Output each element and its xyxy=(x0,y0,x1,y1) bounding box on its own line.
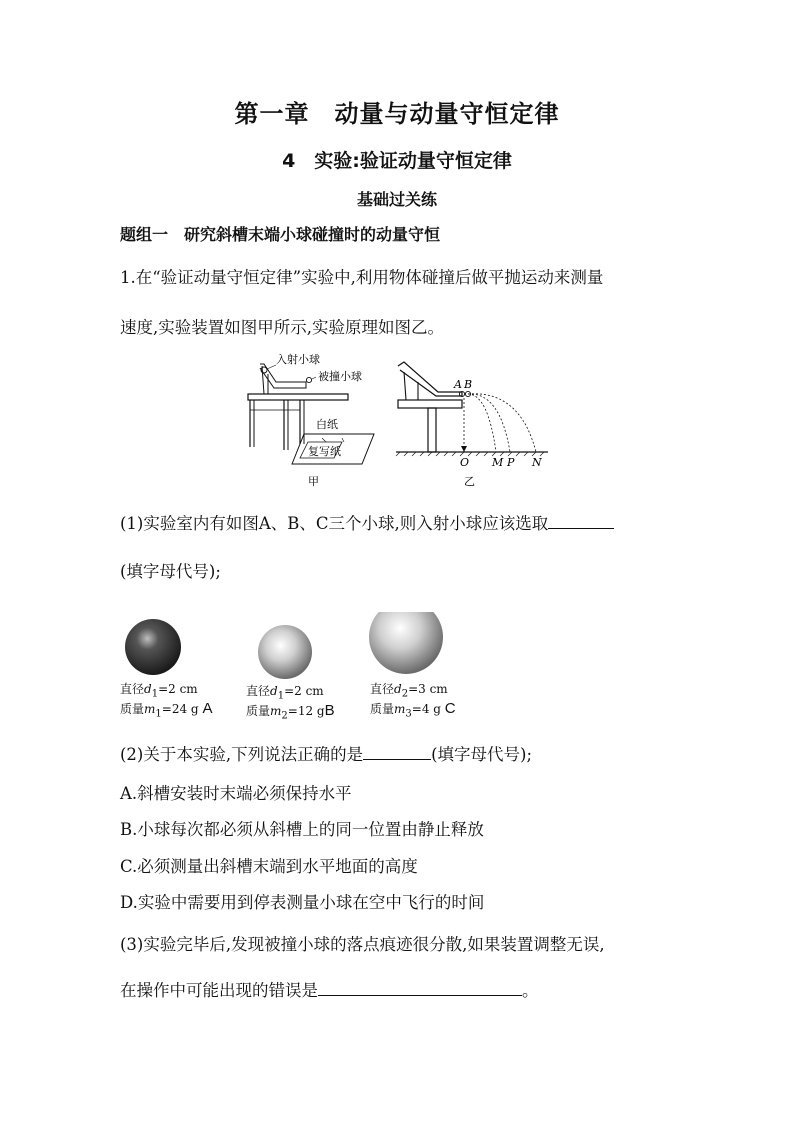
part1-line1: (1)实验室内有如图A、B、C三个小球,则入射小球应该选取 xyxy=(120,510,614,534)
label-incident-ball: 入射小球 xyxy=(276,353,320,366)
ball-b-image xyxy=(258,625,312,679)
option-d: D.实验中需要用到停表测量小球在空中飞行的时间 xyxy=(120,893,485,912)
label-N: N xyxy=(532,456,542,469)
option-c: C.必须测量出斜槽末端到水平地面的高度 xyxy=(120,857,418,876)
ball-a-caption: 直径$d_1=2$ cm 质量$m_1=24$ g A xyxy=(120,682,213,720)
ball-b-letter: B xyxy=(324,702,335,720)
balls-figure xyxy=(118,612,458,692)
part2-stem: (2)关于本实验,下列说法正确的是 (填字母代号); xyxy=(120,745,533,764)
question-intro-line1: 1.在“验证动量守恒定律”实验中,利用物体碰撞后做平抛运动来测量 xyxy=(120,268,604,287)
label-O: O xyxy=(460,456,470,469)
lesson-title: 4 实验:验证动量守恒定律 xyxy=(282,150,512,172)
answer-blank-3[interactable] xyxy=(318,979,522,996)
section-title: 基础过关练 xyxy=(356,190,437,209)
label-target-ball: 被撞小球 xyxy=(318,370,362,383)
question-intro-line2: 速度,实验装置如图甲所示,实验原理如图乙。 xyxy=(120,318,444,337)
ball-c-letter: C xyxy=(444,700,456,718)
label-B: B xyxy=(464,378,473,391)
ball-c-caption: 直径$d_2=3$ cm 质量$m_3=4$ g C xyxy=(370,682,456,720)
ball-b-caption: 直径$d_1=2$ cm 质量$m_2=12$ gB xyxy=(246,684,335,722)
caption-jia: 甲 xyxy=(308,475,319,488)
label-P: P xyxy=(507,456,515,469)
ball-a-letter: A xyxy=(202,700,213,718)
ball-a-image xyxy=(125,619,181,675)
option-b: B.小球每次都必须从斜槽上的同一位置由静止释放 xyxy=(120,820,484,839)
label-M: M xyxy=(492,456,504,469)
question-group-title: 题组一 研究斜槽末端小球碰撞时的动量守恒 xyxy=(120,225,441,244)
apparatus-figure-jia xyxy=(246,352,386,492)
label-white-paper: 白纸 xyxy=(316,418,338,431)
chapter-title: 第一章 动量与动量守恒定律 xyxy=(234,100,560,128)
option-a: A.斜槽安装时末端必须保持水平 xyxy=(120,784,352,803)
part3-line2: 在操作中可能出现的错误是 。 xyxy=(120,981,539,1000)
part1-line2: (填字母代号); xyxy=(120,562,221,581)
label-A: A xyxy=(454,378,462,391)
caption-yi: 乙 xyxy=(464,475,475,488)
answer-blank-1[interactable] xyxy=(548,512,614,529)
label-carbon-paper: 复写纸 xyxy=(308,445,341,458)
answer-blank-2[interactable] xyxy=(363,743,431,760)
ball-c-image xyxy=(369,612,443,674)
principle-figure-yi xyxy=(392,352,552,492)
part3-line1: (3)实验完毕后,发现被撞小球的落点痕迹很分散,如果装置调整无误, xyxy=(120,935,605,954)
